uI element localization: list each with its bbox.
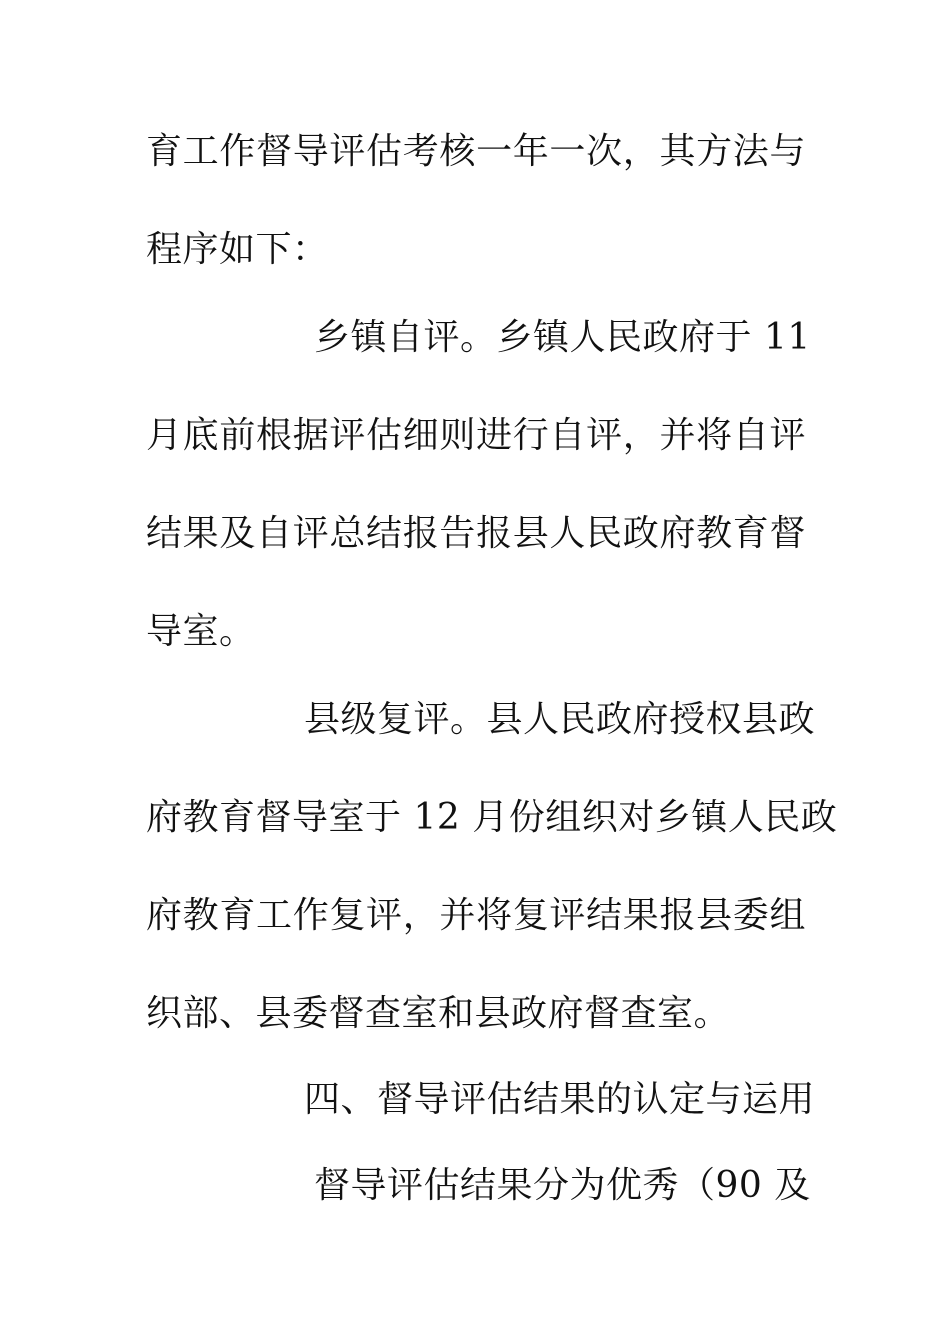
paragraph-line-8: 府教育督导室于 12 月份组织对乡镇人民政 [146,797,838,838]
paragraph-line-7: 县级复评。县人民政府授权县政 [304,699,816,740]
paragraph-line-5: 结果及自评总结报告报县人民政府教育督 [146,513,806,554]
section-heading: 四、督导评估结果的认定与运用 [304,1079,816,1120]
paragraph-line-9: 府教育工作复评，并将复评结果报县委组 [146,895,806,936]
paragraph-line-4: 月底前根据评估细则进行自评，并将自评 [146,415,806,456]
paragraph-line-2: 程序如下： [146,229,329,270]
paragraph-line-6: 导室。 [146,611,256,652]
paragraph-line-3: 乡镇自评。乡镇人民政府于 11 [314,317,811,358]
paragraph-line-1: 育工作督导评估考核一年一次，其方法与 [146,131,806,172]
paragraph-line-10: 织部、县委督查室和县政府督查室。 [146,993,731,1034]
paragraph-line-12: 督导评估结果分为优秀（90 及 [314,1165,811,1206]
